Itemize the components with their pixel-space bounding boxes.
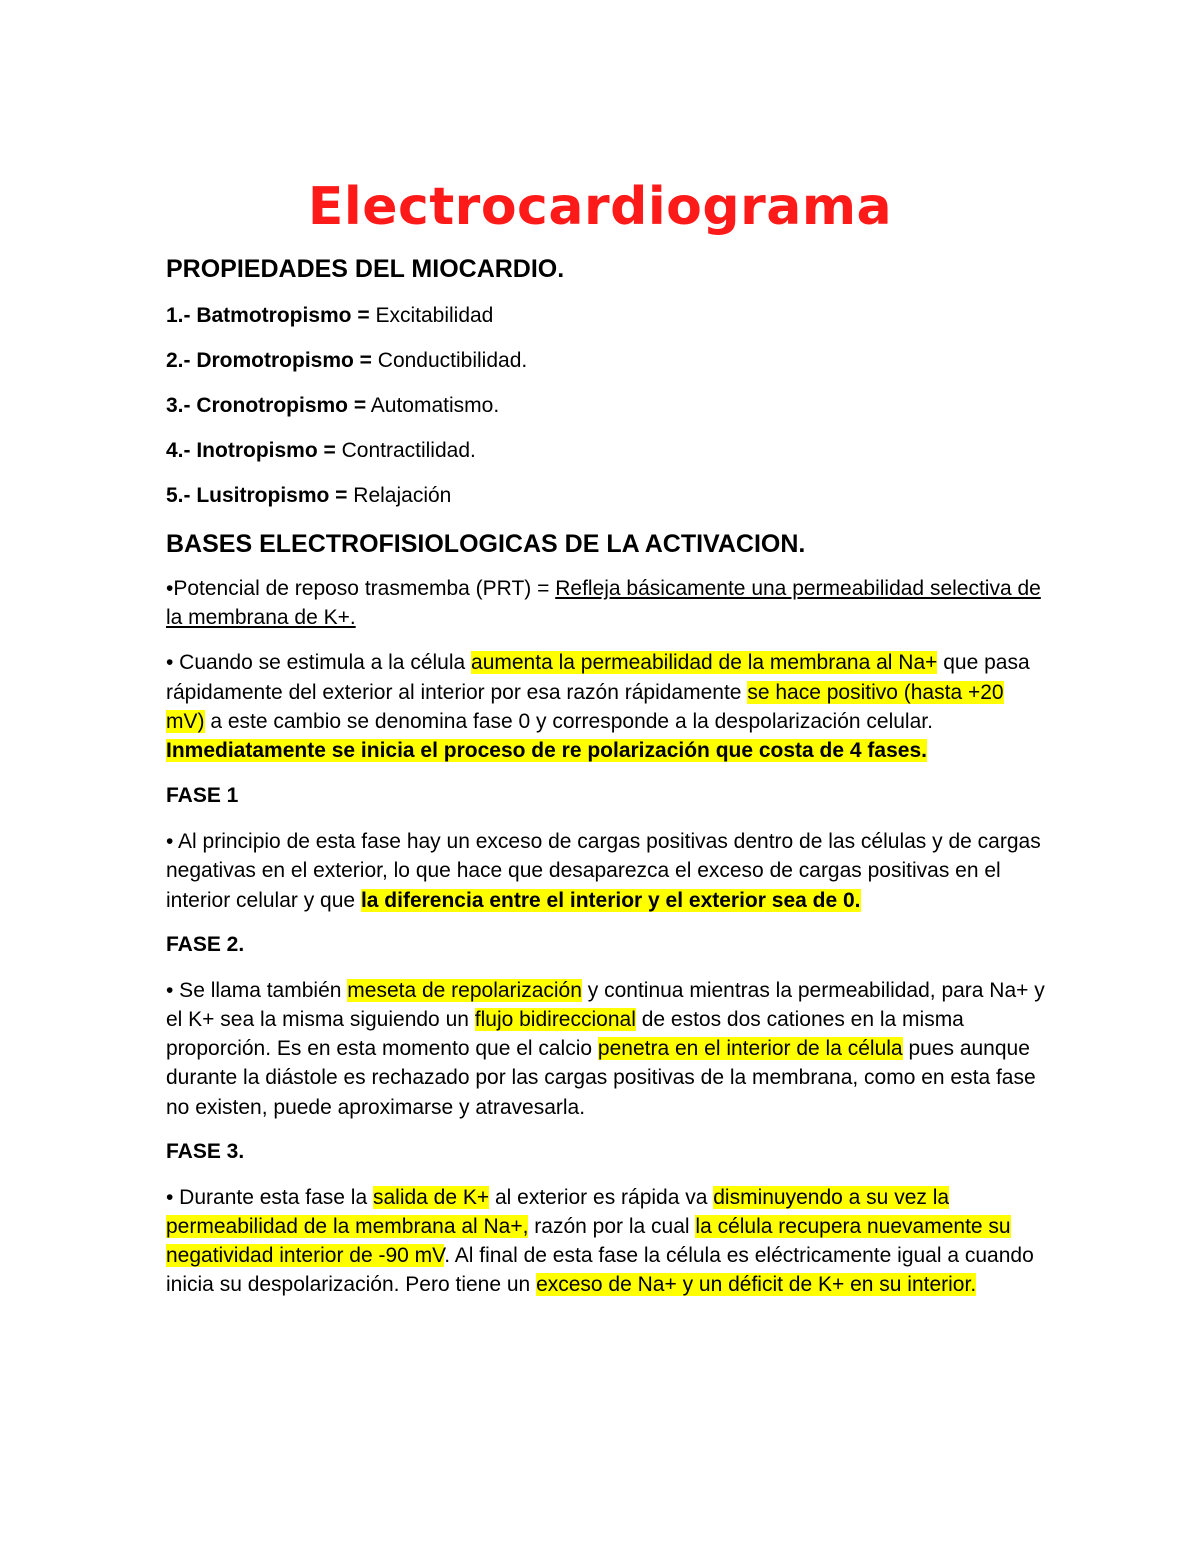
highlighted-text: flujo bidireccional [474, 1008, 636, 1032]
document-body [166, 253, 1046, 1300]
paragraph-fase-2: • Se llama también meseta de repolarización y continua mientras la permeabilidad, para Na+ y el K+ sea la misma siguiendo un flujo bidireccional de estos dos cationes en la misma proporción. Es en esta momento que el calcio penetra en el interior de la célula pues aunque durante la diástole es rechazado por las cargas positivas de la membrana, como en esta fase no existen, puede aproximarse y atravesarla. [166, 978, 1045, 1119]
highlighted-bold-text: la diferencia entre el interior y el exterior sea de 0. [360, 888, 861, 912]
property-item [166, 437, 1046, 465]
property-item [166, 302, 1046, 330]
paragraph-prt: •Potencial de reposo trasmemba (PRT) = Refleja básicamente una permeabilidad selectiva de la membrana de K+. [166, 577, 1041, 630]
property-definition: Relajación [347, 484, 452, 507]
highlighted-text: se hace positivo (hasta +20 mV) [166, 680, 1004, 733]
property-term: 5.- Lusitropismo = [166, 484, 348, 507]
highlighted-bold-text: Inmediatamente se inicia el proceso de re polarización que costa de 4 fases. [166, 739, 927, 763]
property-definition: Excitabilidad [369, 304, 494, 327]
property-definition: Contractilidad. [335, 439, 476, 462]
property-definition: Automatismo. [366, 394, 500, 417]
section-heading-propiedades: PROPIEDADES DEL MIOCARDIO. [166, 255, 565, 283]
underlined-text: Refleja básicamente una permeabilidad selectiva de la membrana de K+. [166, 577, 1041, 630]
property-item [166, 347, 1046, 375]
property-term: 1.- Batmotropismo = [166, 304, 370, 327]
highlighted-text: meseta de repolarización [347, 978, 582, 1002]
property-term: 2.- Dromotropismo = [166, 349, 372, 372]
property-item [166, 482, 1046, 510]
paragraph-estimulo: • Cuando se estimula a la célula aumenta la permeabilidad de la membrana al Na+ que pasa rápidamente del exterior al interior por esa razón rápidamente se hace positivo (hasta +20 mV) a este cambio se denomina fase 0 y corresponde a la despolarización celular. Inmediatamente se inicia el proceso de re polarización que costa de 4 fases. [166, 651, 1030, 763]
property-term: 4.- Inotropismo = [166, 439, 336, 462]
highlighted-text: exceso de Na+ y un déficit de K+ en su interior. [536, 1273, 977, 1297]
paragraph-fase-3: • Durante esta fase la salida de K+ al exterior es rápida va disminuyendo a su vez la permeabilidad de la membrana al Na+, razón por la cual la célula recupera nuevamente su negatividad interior de -90 mV. Al final de esta fase la célula es eléctricamente igual a cuando inicia su despolarización. Pero tiene un exceso de Na+ y un déficit de K+ en su interior. [166, 1185, 1034, 1297]
property-term: 3.- Cronotropismo = [166, 394, 367, 417]
phase-heading-1: FASE 1 [166, 784, 239, 808]
highlighted-text: la célula recupera nuevamente su negatividad interior de -90 mV [166, 1215, 1011, 1268]
phase-heading-2: FASE 2. [166, 932, 245, 956]
highlighted-text: aumenta la permeabilidad de la membrana al Na+ [471, 651, 938, 675]
highlighted-text: salida de K+ [372, 1185, 490, 1209]
phase-heading-3: FASE 3. [166, 1139, 245, 1163]
property-definition: Conductibilidad. [371, 349, 528, 372]
highlighted-text: disminuyendo a su vez la permeabilidad de la membrana al Na+, [166, 1185, 950, 1239]
section-heading-bases: BASES ELECTROFISIOLOGICAS DE LA ACTIVACION. [166, 530, 806, 558]
highlighted-text: penetra en el interior de la célula [597, 1037, 903, 1061]
property-item [166, 392, 1046, 420]
paragraph-fase-1: • Al principio de esta fase hay un exceso de cargas positivas dentro de las células y de cargas negativas en el exterior, lo que hace que desaparezca el exceso de cargas positivas en el interior celular y que la diferencia entre el interior y el exterior sea de 0. [166, 830, 1041, 912]
document-title: Electrocardiograma [307, 177, 893, 237]
